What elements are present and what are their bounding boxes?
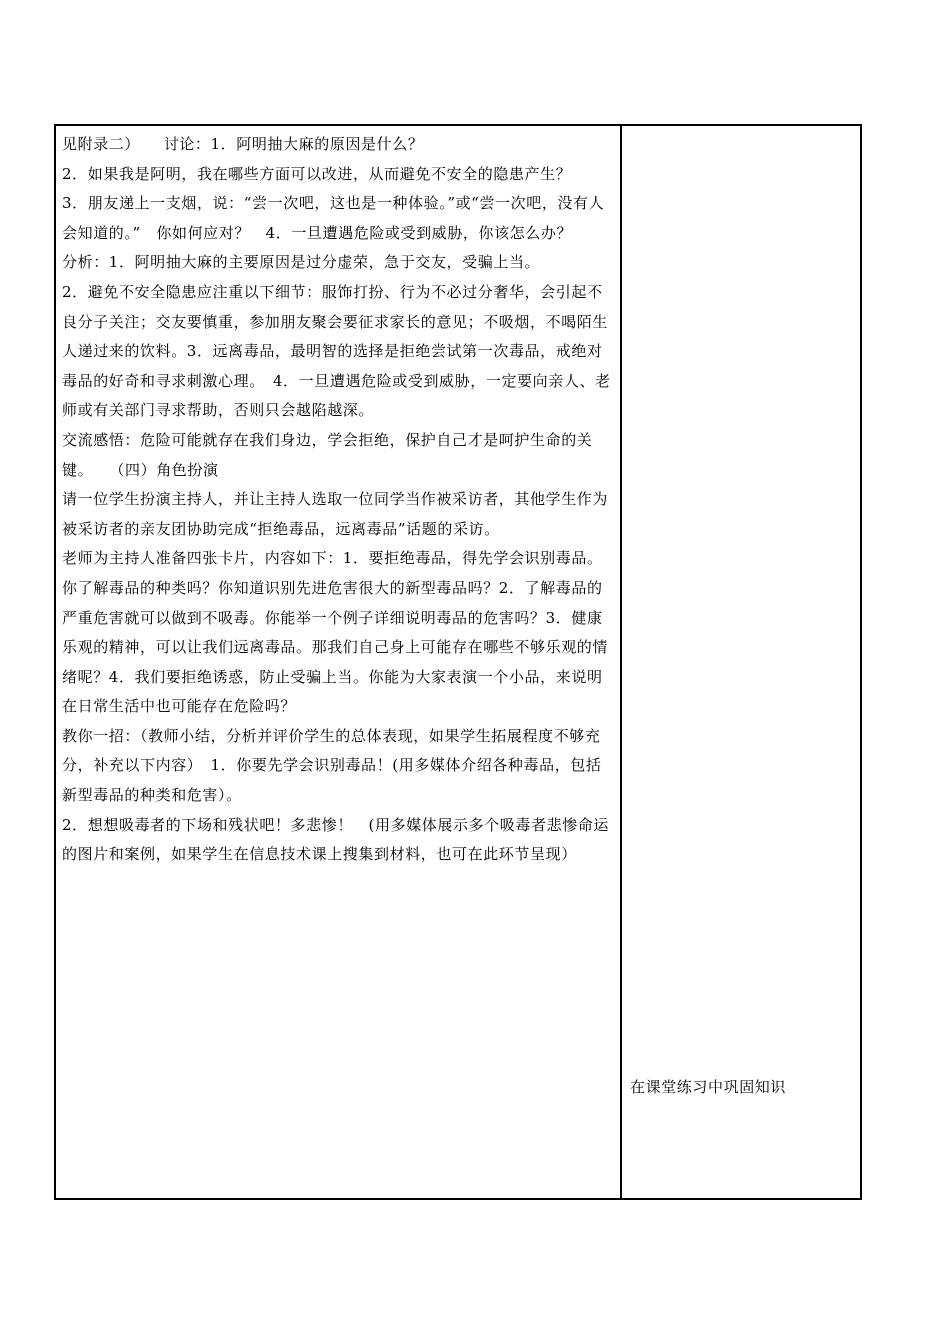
side-note: 在课堂练习中巩固知识 (630, 1078, 787, 1096)
paragraph-teacher-tip: 教你一招：（教师小结，分析并评价学生的总体表现，如果学生拓展程度不够充分，补充以下内容） 1．你要先学会识别毒品！(用多媒体介绍各种毒品，包括新型毒品的种类和危害）。 (62, 726, 602, 805)
paragraph-addict-consequences: 2．想想吸毒者的下场和残状吧！多悲惨！ (用多媒体展示多个吸毒者悲惨命运的图片和案例，如果学生在信息技术课上搜集到材料，也可在此环节呈现） (62, 815, 609, 864)
paragraph-analysis-1: 分析：1．阿明抽大麻的主要原因是过分虚荣，急于交友，受骗上当。 (62, 253, 541, 272)
design-intent-cell (622, 126, 860, 1198)
lesson-plan-table (54, 124, 862, 1200)
paragraph-reflection: 交流感悟：危险可能就存在我们身边，学会拒绝，保护自己才是呵护生命的关键。 （四）角色扮演 (62, 430, 593, 479)
paragraph-discussion-q3-q4: 3．朋友递上一支烟，说：“尝一次吧，这也是一种体验。”或“尝一次吧，没有人会知道的。” 你如何应对？ 4．一旦遭遇危险或受到威胁，你该怎么办？ (62, 194, 605, 242)
teaching-content-cell (56, 126, 622, 1198)
paragraph-discussion-q1: 见附录二） 讨论：1．阿明抽大麻的原因是什么？ (62, 135, 424, 153)
paragraph-discussion-q2: 2．如果我是阿明，我在哪些方面可以改进，从而避免不安全的隐患产生？ (62, 164, 572, 183)
paragraph-analysis-2-4: 2．避免不安全隐患应注重以下细节：服饰打扮、行为不必过分奢华，会引起不良分子关注；交友要慎重，参加朋友聚会要征求家长的意见；不吸烟，不喝陌生人递过来的饮料。3．远离毒品，最明智的选择是拒绝尝试第一次毒品，戒绝对毒品的好奇和寻求刺激心理。 4．一旦遭遇危险或受到威胁，一定要向亲人、老师或有关部门寻求帮助，否则只会越陷越深。 (62, 282, 611, 420)
paragraph-role-play: 请一位学生扮演主持人，并让主持人选取一位同学当作被采访者，其他学生作为被采访者的亲友团协助完成“拒绝毒品，远离毒品”话题的采访。 (62, 490, 609, 538)
paragraph-cards: 老师为主持人准备四张卡片，内容如下：1．要拒绝毒品，得先学会识别毒品。你了解毒品的种类吗？你知道识别先进危害很大的新型毒品吗？2．了解毒品的严重危害就可以做到不吸毒。你能举一个例子详细说明毒品的危害吗？3．健康乐观的精神，可以让我们远离毒品。那我们自己身上可能存在哪些不够乐观的情绪呢？4．我们要拒绝诱惑，防止受骗上当。你能为大家表演一个小品，来说明在日常生活中也可能存在危险吗？ (62, 549, 609, 716)
